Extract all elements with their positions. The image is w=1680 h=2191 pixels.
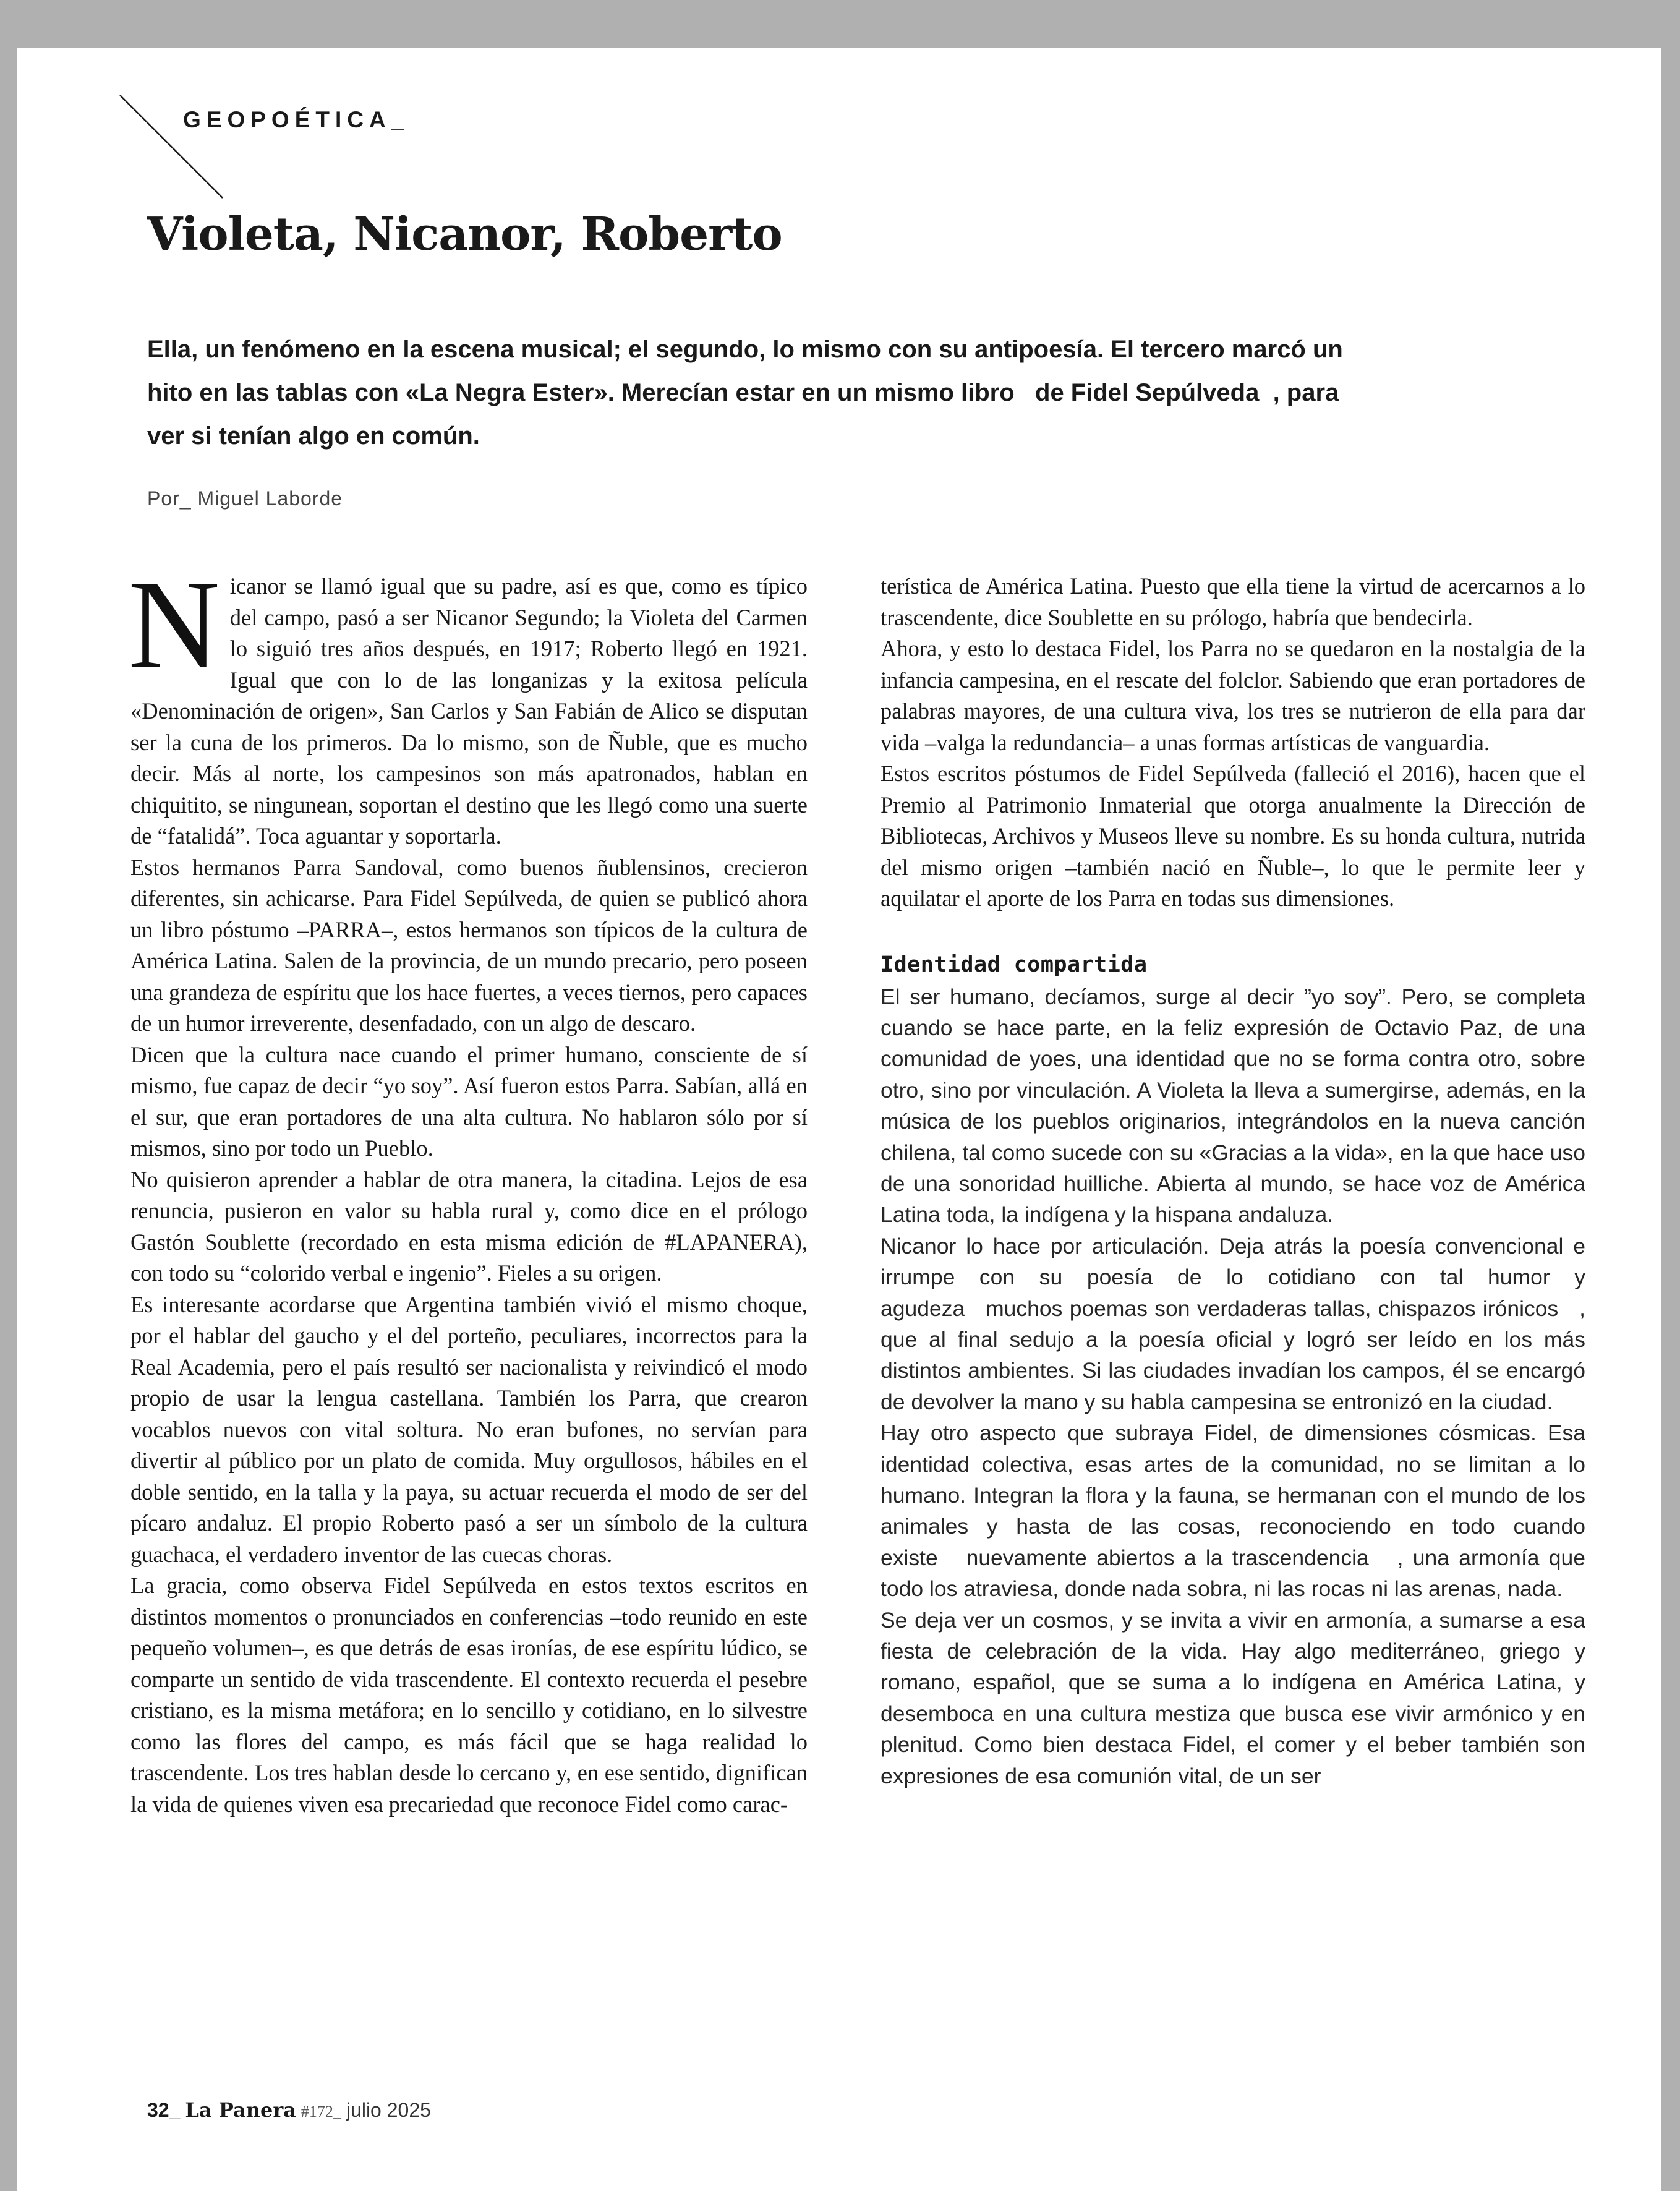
magazine-page bbox=[17, 48, 1661, 2191]
page-number: 32_ bbox=[147, 2099, 181, 2121]
right-serif-block bbox=[881, 571, 1585, 915]
paragraph: terística de América Latina. Puesto que ella tiene la virtud de acercarnos a lo trascendente, dice Soublette en su prólogo, habría que bendecirla. bbox=[881, 573, 1585, 630]
paragraph: Estos escritos póstumos de Fidel Sepúlveda (falleció el 2016), hacen que el Premio al Patrimonio Inmaterial que otorga anualmente la Dirección de Bibliotecas, Archivos y Museos lleve su nombre. Es su honda cultura, nutrida del mismo origen –también nació en Ñuble–, lo que le permite leer y aquilatar el aporte de los Parra en todas sus dimensiones. bbox=[881, 761, 1585, 911]
article-title: Violeta, Nicanor, Roberto bbox=[147, 208, 782, 261]
issue-date: julio 2025 bbox=[346, 2099, 431, 2121]
right-sans-block bbox=[881, 981, 1585, 1792]
paragraph: Dicen que la cultura nace cuando el primer humano, consciente de sí mismo, fue capaz de decir “yo soy”. Así fueron estos Parra. Sabían, allá en el sur, que eran portadores de una alta cultura. No hablaron sólo por sí mismos, sino por todo un Pueblo. bbox=[130, 1041, 808, 1161]
paragraph: Es interesante acordarse que Argentina también vivió el mismo choque, por el hablar del gaucho y el del porteño, peculiares, incorrectos para la Real Academia, pero el país resultó ser nacionalista y reivindicó el modo propio de usar la lengua castellana. También los Parra, que crearon vocablos nuevos con vital soltura. No eran bufones, no servían para divertir al público por un plato de comida. Muy orgullosos, hábiles en el doble sentido, en la talla y la paya, su actuar recuerda el modo de ser del pícaro andaluz. El propio Roberto pasó a ser un símbolo de la cultura guachaca, el verdadero inventor de las cuecas choras. bbox=[130, 1291, 808, 1567]
paragraph: Hay otro aspecto que subraya Fidel, de dimensiones cósmicas. Esa identidad colectiva, esas artes de la comunidad, no se limitan a lo humano. Integran la flora y la fauna, se hermanan con el mundo de los animales y hasta de las cosas, reconociendo en todo cuando existe nuevamente abiertos a la trascendencia , una armonía que todo los atraviesa, donde nada sobra, ni las rocas ni las arenas, nada. bbox=[881, 1420, 1585, 1602]
article-lead: Ella, un fenómeno en la escena musical; el segundo, lo mismo con su antipoesía. El tercero marcó un hito en las tablas con «La Negra Ester». Merecían estar en un mismo libro de Fidel Sepúlveda , para ver si tenían algo en común. bbox=[147, 336, 1343, 450]
paragraph: Estos hermanos Parra Sandoval, como buenos ñublensinos, crecieron diferentes, sin achicarse. Para Fidel Sepúlveda, de quien se publicó ahora un libro póstumo –PARRA–, estos hermanos son típicos de la cultura de América Latina. Salen de la provincia, de un mundo precario, pero poseen una grandeza de espíritu que los hace fuertes, a veces tiernos, pero capaces de un humor irreverente, desenfadado, con un algo de descaro. bbox=[130, 854, 808, 1036]
right-column bbox=[881, 571, 1585, 1792]
issue-number: #172_ bbox=[301, 2103, 341, 2121]
drop-cap: N bbox=[128, 553, 220, 695]
subheading: Identidad compartida bbox=[881, 952, 1148, 977]
paragraph: Nicanor lo hace por articulación. Deja atrás la poesía convencional e irrumpe con su poesía de lo cotidiano con tal humor y agudeza muchos poemas son verdaderas tallas, chispazos irónicos , que al final sedujo a la poesía oficial y logró ser leído en los más distintos ambientes. Si las ciudades invadían los campos, él se encargó de devolver la mano y su habla campesina se entronizó en la ciudad. bbox=[881, 1233, 1585, 1414]
paragraph: No quisieron aprender a hablar de otra manera, la citadina. Lejos de esa renuncia, pusieron en valor su habla rural y, como dice en el prólogo Gastón Soublette (recordado en esta misma edición de #LAPANERA), con todo su “colorido verbal e ingenio”. Fieles a su origen. bbox=[130, 1166, 808, 1286]
paragraph: Ahora, y esto lo destaca Fidel, los Parra no se quedaron en la nostalgia de la infancia campesina, en el rescate del folclor. Sabiendo que eran portadores de palabras mayores, de una cultura viva, los tres se nutrieron de ella para dar vida –valga la redundancia– a unas formas artísticas de vanguardia. bbox=[881, 636, 1585, 755]
paragraph: El ser humano, decíamos, surge al decir ”yo soy”. Pero, se completa cuando se hace parte, en la feliz expresión de Octavio Paz, de una comunidad de yoes, una identidad que no se forma contra otro, sobre otro, sino por vinculación. A Violeta la lleva a sumergirse, además, en la música de los pueblos originarios, integrándolos en la nueva canción chilena, tal como sucede con su «Gracias a la vida», en la que hace uso de una sonoridad huilliche. Abierta al mundo, se hace voz de América Latina toda, la indígena y la hispana andaluza. bbox=[881, 984, 1585, 1228]
page-footer bbox=[147, 2098, 431, 2122]
paragraph bbox=[128, 553, 808, 852]
magazine-name: La Panera bbox=[185, 2098, 296, 2122]
paragraph-text: icanor se llamó igual que su padre, así es que, como es típico del campo, pasó a ser Nicanor Segundo; la Violeta del Carmen lo siguió tres años después, en 1917; Roberto llegó en 1921. Igual que con lo de las longanizas y la exitosa película «Denominación de origen», San Carlos y San Fabián de Alico se disputan ser la cuna de los primeros. Da lo mismo, son de Ñuble, que es mucho decir. Más al norte, los campesinos son más apatronados, hablan en chiquitito, se ningunean, soportan el destino que les llegó como una suerte de “fatalidá”. Toca aguantar y soportarla. bbox=[130, 573, 808, 848]
paragraph: Se deja ver un cosmos, y se invita a vivir en armonía, a sumarse a esa fiesta de celebración de la vida. Hay algo mediterráneo, griego y romano, español, que se suma a lo indígena en América Latina, y desemboca en una cultura mestiza que busca ese vivir armónico y en plenitud. Como bien destaca Fidel, el comer y el beber también son expresiones de esa comunión vital, de un ser bbox=[881, 1607, 1585, 1788]
paragraph: La gracia, como observa Fidel Sepúlveda en estos textos escritos en distintos momentos o pronunciados en conferencias –todo reunido en este pequeño volumen–, es que detrás de esas ironías, de ese espíritu lúdico, se comparte un sentido de vida trascendente. El contexto recuerda el pesebre cristiano, es la misma metáfora; en lo sencillo y cotidiano, en lo silvestre como las flores del campo, es más fácil que se haga realidad lo trascendente. Los tres hablan desde lo cercano y, en ese sentido, dignifican la vida de quienes viven esa precariedad que reconoce Fidel como carac- bbox=[130, 1573, 808, 1817]
section-tag: GEOPOÉTICA_ bbox=[183, 107, 410, 132]
byline: Por_ Miguel Laborde bbox=[147, 487, 343, 510]
left-column bbox=[128, 553, 808, 1820]
